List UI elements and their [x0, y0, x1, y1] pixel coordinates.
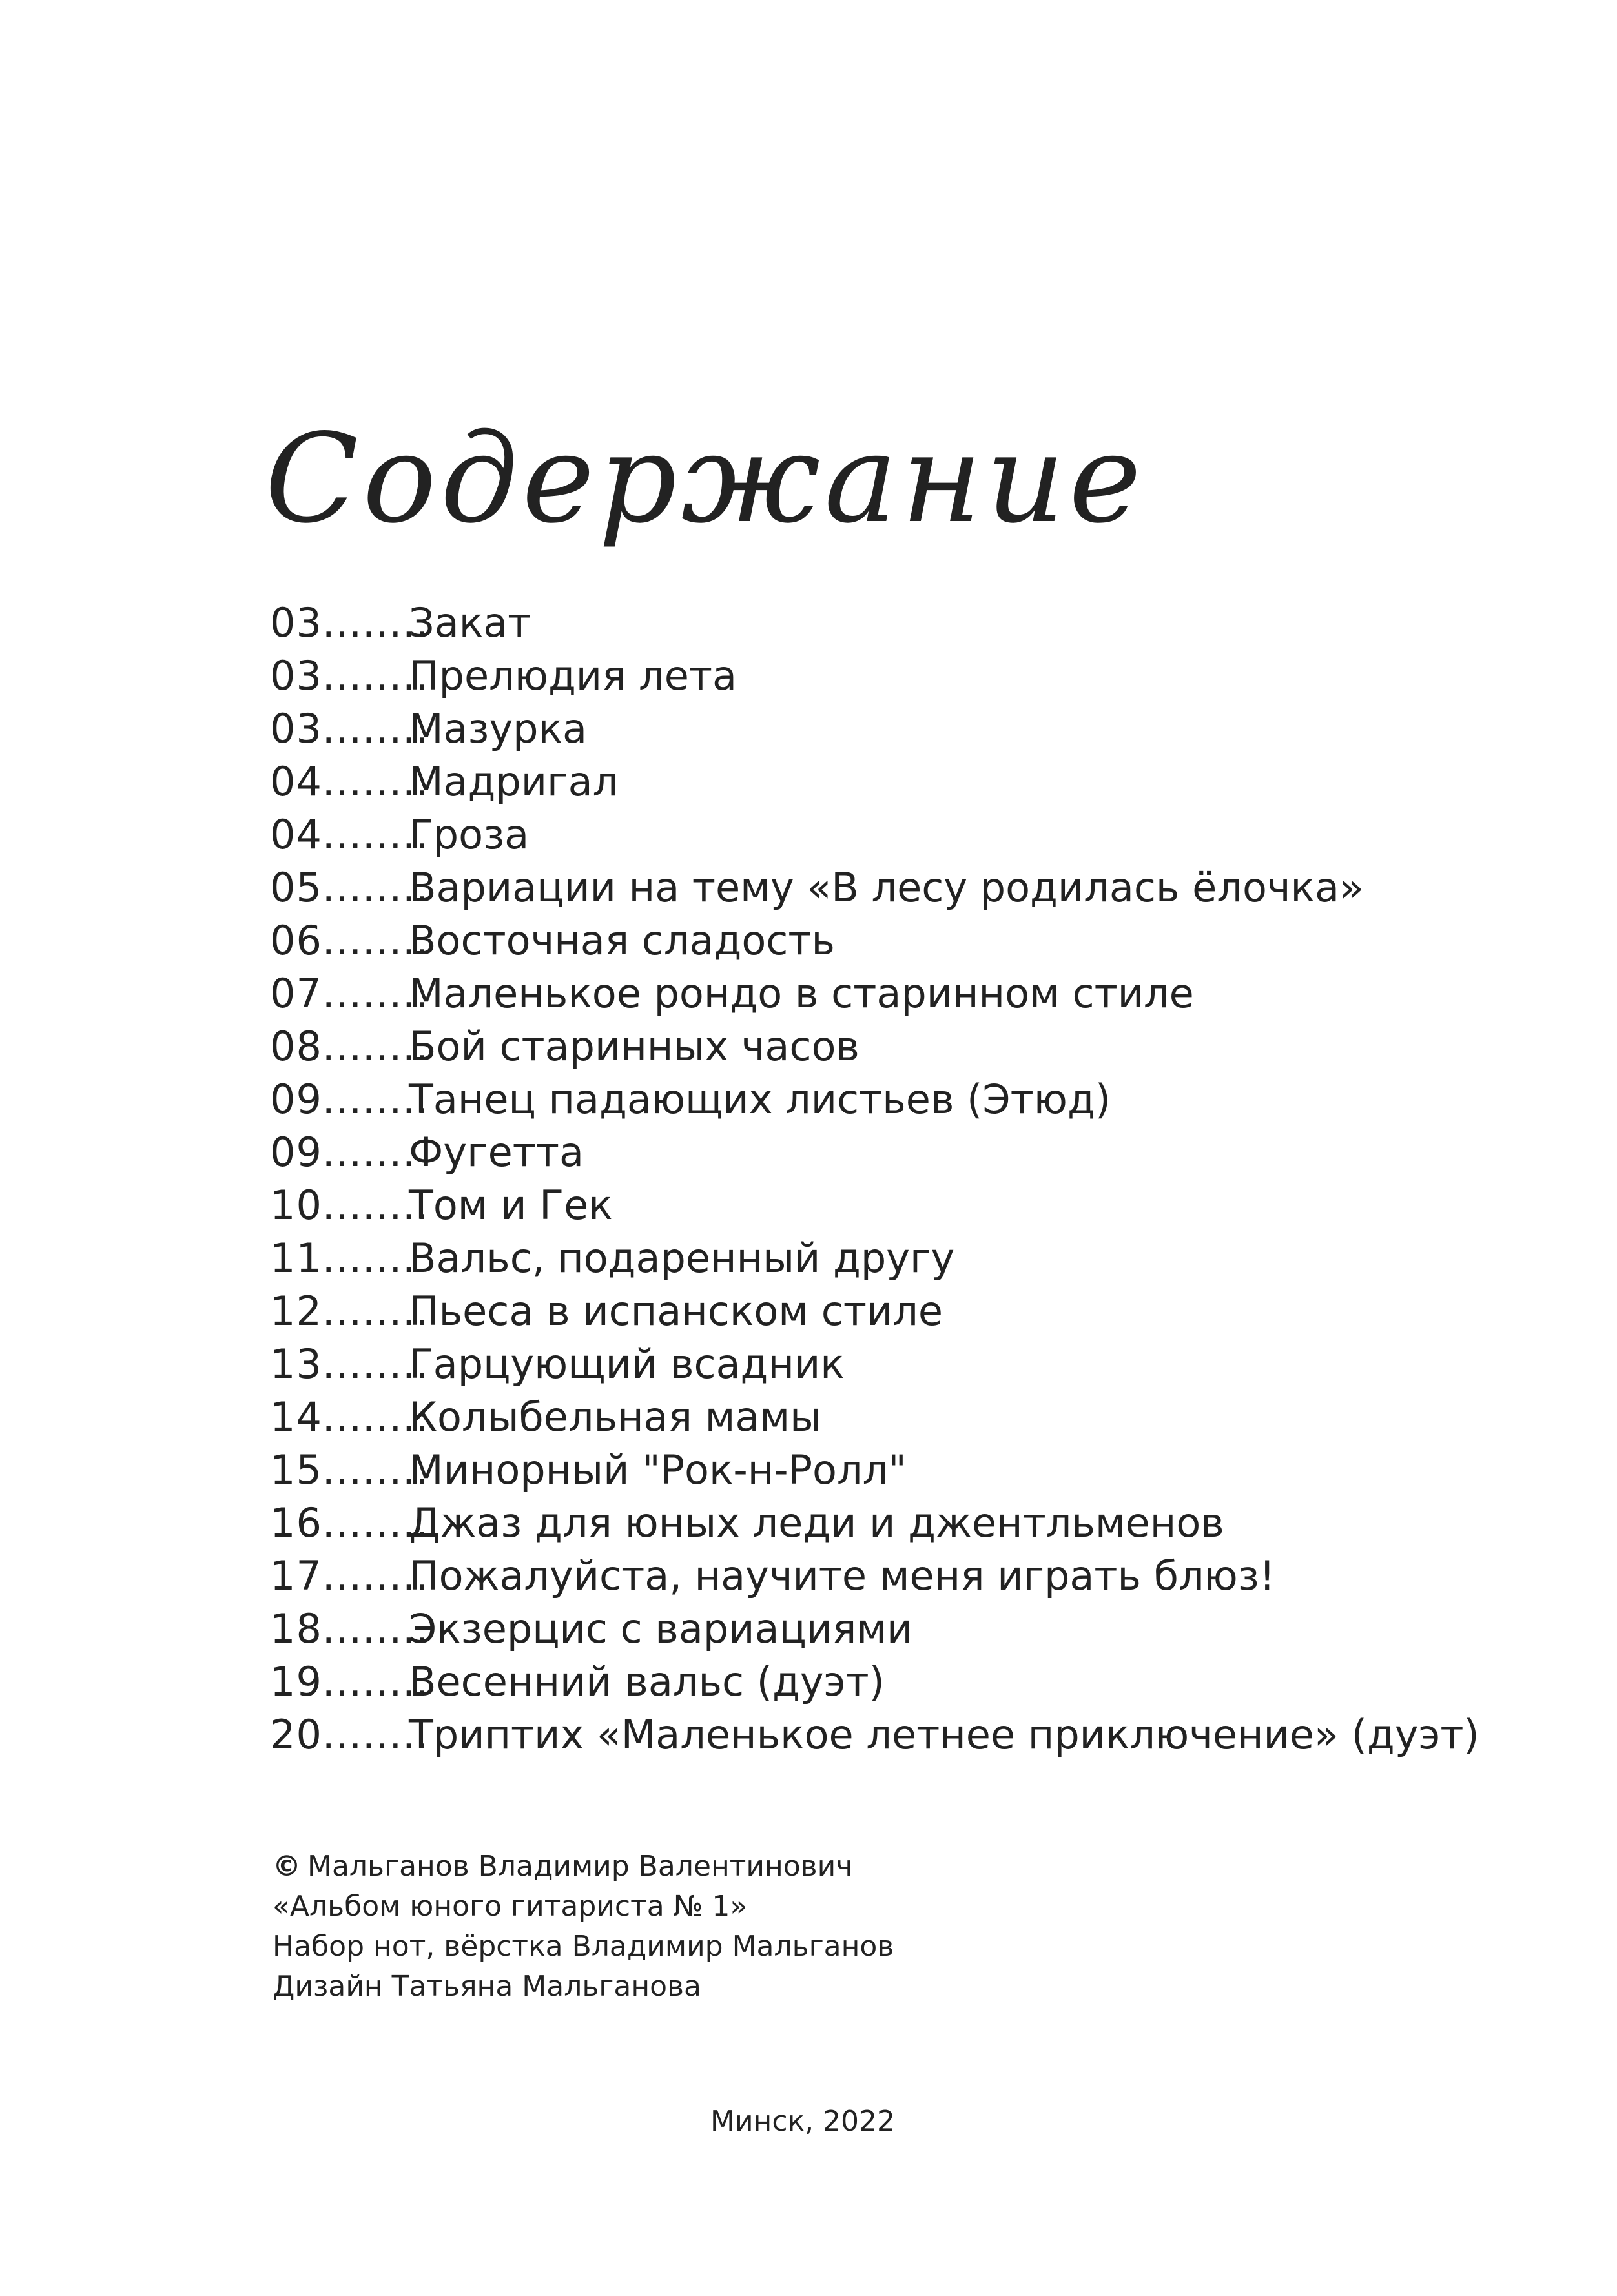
- toc-page-value: 09: [270, 1076, 322, 1123]
- toc-entry-title: Восточная сладость: [409, 917, 836, 964]
- toc-leader-dots: ........: [322, 1340, 429, 1388]
- toc-page-value: 04: [270, 758, 322, 805]
- toc-entry: [270, 967, 1497, 1020]
- credit-typesetting: Набор нот, вёрстка Владимир Мальганов: [273, 1930, 894, 1963]
- toc-page-number: [270, 1338, 429, 1391]
- toc-page-value: 03: [270, 599, 322, 646]
- toc-page-number: [270, 1232, 416, 1285]
- table-of-contents: [270, 597, 1497, 1761]
- toc-page-value: 18: [270, 1605, 322, 1652]
- toc-page-number: [270, 914, 429, 967]
- toc-entry-title: Вариации на тему «В лесу родилась ёлочка»: [409, 864, 1364, 911]
- toc-leader-dots: ........: [322, 1023, 429, 1070]
- toc-leader-dots: ........: [322, 1605, 429, 1652]
- toc-entry-title: Мазурка: [409, 705, 587, 752]
- toc-leader-dots: ........: [322, 917, 429, 964]
- toc-page-value: 13: [270, 1340, 322, 1388]
- toc-page-number: [270, 1444, 429, 1497]
- toc-entry: [270, 1073, 1497, 1126]
- toc-page-number: [270, 1708, 429, 1761]
- toc-entry-title: Гарцующий всадник: [409, 1340, 845, 1388]
- toc-page-value: 17: [270, 1552, 322, 1599]
- toc-entry-title: Фугетта: [409, 1129, 584, 1176]
- toc-entry: [270, 1232, 1497, 1285]
- toc-entry: [270, 914, 1497, 967]
- toc-entry-title: Том и Гек: [409, 1182, 613, 1229]
- toc-entry: [270, 1603, 1497, 1655]
- toc-leader-dots: ........: [322, 1658, 429, 1705]
- toc-entry: [270, 1708, 1497, 1761]
- credit-design: Дизайн Татьяна Мальганова: [273, 1970, 701, 2003]
- toc-leader-dots: ........: [322, 1287, 429, 1335]
- toc-page-number: [270, 1655, 429, 1708]
- toc-entry-title: Маленькое рондо в старинном стиле: [409, 970, 1194, 1017]
- toc-page-number: [270, 967, 429, 1020]
- credits-block: [273, 1847, 894, 2007]
- toc-entry-title: Бой старинных часов: [409, 1023, 860, 1070]
- toc-page-number: [270, 1391, 429, 1444]
- toc-leader-dots: ........: [322, 1711, 429, 1758]
- toc-page-number: [270, 1126, 416, 1179]
- toc-entry: [270, 755, 1497, 808]
- toc-entry: [270, 1126, 1497, 1179]
- toc-leader-dots: ........: [322, 1446, 429, 1493]
- credit-author: Мальганов Владимир Валентинович: [307, 1850, 853, 1883]
- toc-page-number: [270, 702, 429, 755]
- toc-leader-dots: ........: [322, 1393, 429, 1440]
- toc-entry: [270, 702, 1497, 755]
- toc-page-value: 03: [270, 652, 322, 699]
- toc-leader-dots: .......: [322, 1129, 416, 1176]
- toc-page-number: [270, 1179, 429, 1232]
- toc-entry: [270, 1020, 1497, 1073]
- toc-entry: [270, 1285, 1497, 1338]
- toc-leader-dots: .......: [322, 1235, 416, 1282]
- toc-entry-title: Минорный "Рок-н-Ролл": [409, 1446, 907, 1493]
- toc-entry-title: Триптих «Маленькое летнее приключение» (дуэт): [409, 1711, 1479, 1758]
- toc-page-number: [270, 808, 429, 861]
- toc-entry-title: Танец падающих листьев (Этюд): [409, 1076, 1111, 1123]
- toc-page-number: [270, 1550, 429, 1603]
- toc-page-value: 04: [270, 811, 322, 858]
- toc-page-value: 16: [270, 1499, 322, 1546]
- toc-leader-dots: ........: [322, 970, 429, 1017]
- toc-page-number: [270, 597, 429, 650]
- toc-entry: [270, 1391, 1497, 1444]
- toc-page-value: 06: [270, 917, 322, 964]
- toc-entry: [270, 650, 1497, 702]
- toc-entry: [270, 808, 1497, 861]
- toc-entry-title: Пожалуйста, научите меня играть блюз!: [409, 1552, 1275, 1599]
- place-year: Минск, 2022: [710, 2105, 896, 2138]
- toc-page-number: [270, 1285, 429, 1338]
- toc-page-value: 15: [270, 1446, 322, 1493]
- toc-entry-title: Прелюдия лета: [409, 652, 737, 699]
- toc-page-value: 07: [270, 970, 322, 1017]
- toc-entry-title: Колыбельная мамы: [409, 1393, 822, 1440]
- toc-page-number: [270, 1020, 429, 1073]
- toc-leader-dots: ........: [322, 758, 429, 805]
- toc-entry-title: Джаз для юных леди и джентльменов: [409, 1499, 1224, 1546]
- toc-entry-title: Экзерцис с вариациями: [409, 1605, 913, 1652]
- toc-entry-title: Гроза: [409, 811, 530, 858]
- toc-page-value: 08: [270, 1023, 322, 1070]
- copyright-sign: ©: [273, 1850, 301, 1883]
- toc-entry: [270, 1444, 1497, 1497]
- toc-leader-dots: ........: [322, 705, 429, 752]
- toc-leader-dots: ........: [322, 1552, 429, 1599]
- toc-entry: [270, 1655, 1497, 1708]
- toc-page-value: 14: [270, 1393, 322, 1440]
- toc-leader-dots: ........: [322, 864, 429, 911]
- toc-leader-dots: ........: [322, 1182, 429, 1229]
- toc-entry: [270, 1179, 1497, 1232]
- toc-entry: [270, 1550, 1497, 1603]
- toc-leader-dots: ........: [322, 811, 429, 858]
- toc-page-number: [270, 1073, 429, 1126]
- toc-entry-title: Пьеса в испанском стиле: [409, 1287, 943, 1335]
- toc-entry: [270, 1497, 1497, 1550]
- toc-page-value: 05: [270, 864, 322, 911]
- toc-page-value: 03: [270, 705, 322, 752]
- toc-page-number: [270, 1603, 429, 1655]
- page-title: Содержание: [265, 407, 1146, 551]
- toc-page-number: [270, 650, 429, 702]
- toc-entry: [270, 597, 1497, 650]
- toc-page-value: 10: [270, 1182, 322, 1229]
- toc-entry-title: Вальс, подаренный другу: [409, 1235, 955, 1282]
- toc-page-number: [270, 755, 429, 808]
- toc-entry-title: Закат: [409, 599, 531, 646]
- toc-page-value: 11: [270, 1235, 322, 1282]
- toc-leader-dots: ........: [322, 599, 429, 646]
- toc-page-value: 12: [270, 1287, 322, 1335]
- credit-album: «Альбом юного гитариста № 1»: [273, 1890, 748, 1923]
- toc-entry-title: Весенний вальс (дуэт): [409, 1658, 885, 1705]
- toc-page-value: 20: [270, 1711, 322, 1758]
- toc-entry: [270, 861, 1497, 914]
- credit-author-line: [273, 1847, 894, 1887]
- toc-page-value: 19: [270, 1658, 322, 1705]
- toc-page-value: 09: [270, 1129, 322, 1176]
- toc-entry-title: Мадригал: [409, 758, 619, 805]
- toc-entry: [270, 1338, 1497, 1391]
- toc-leader-dots: ........: [322, 1076, 429, 1123]
- toc-page-number: [270, 1497, 429, 1550]
- toc-page-number: [270, 861, 429, 914]
- toc-leader-dots: ........: [322, 1499, 429, 1546]
- toc-leader-dots: ........: [322, 652, 429, 699]
